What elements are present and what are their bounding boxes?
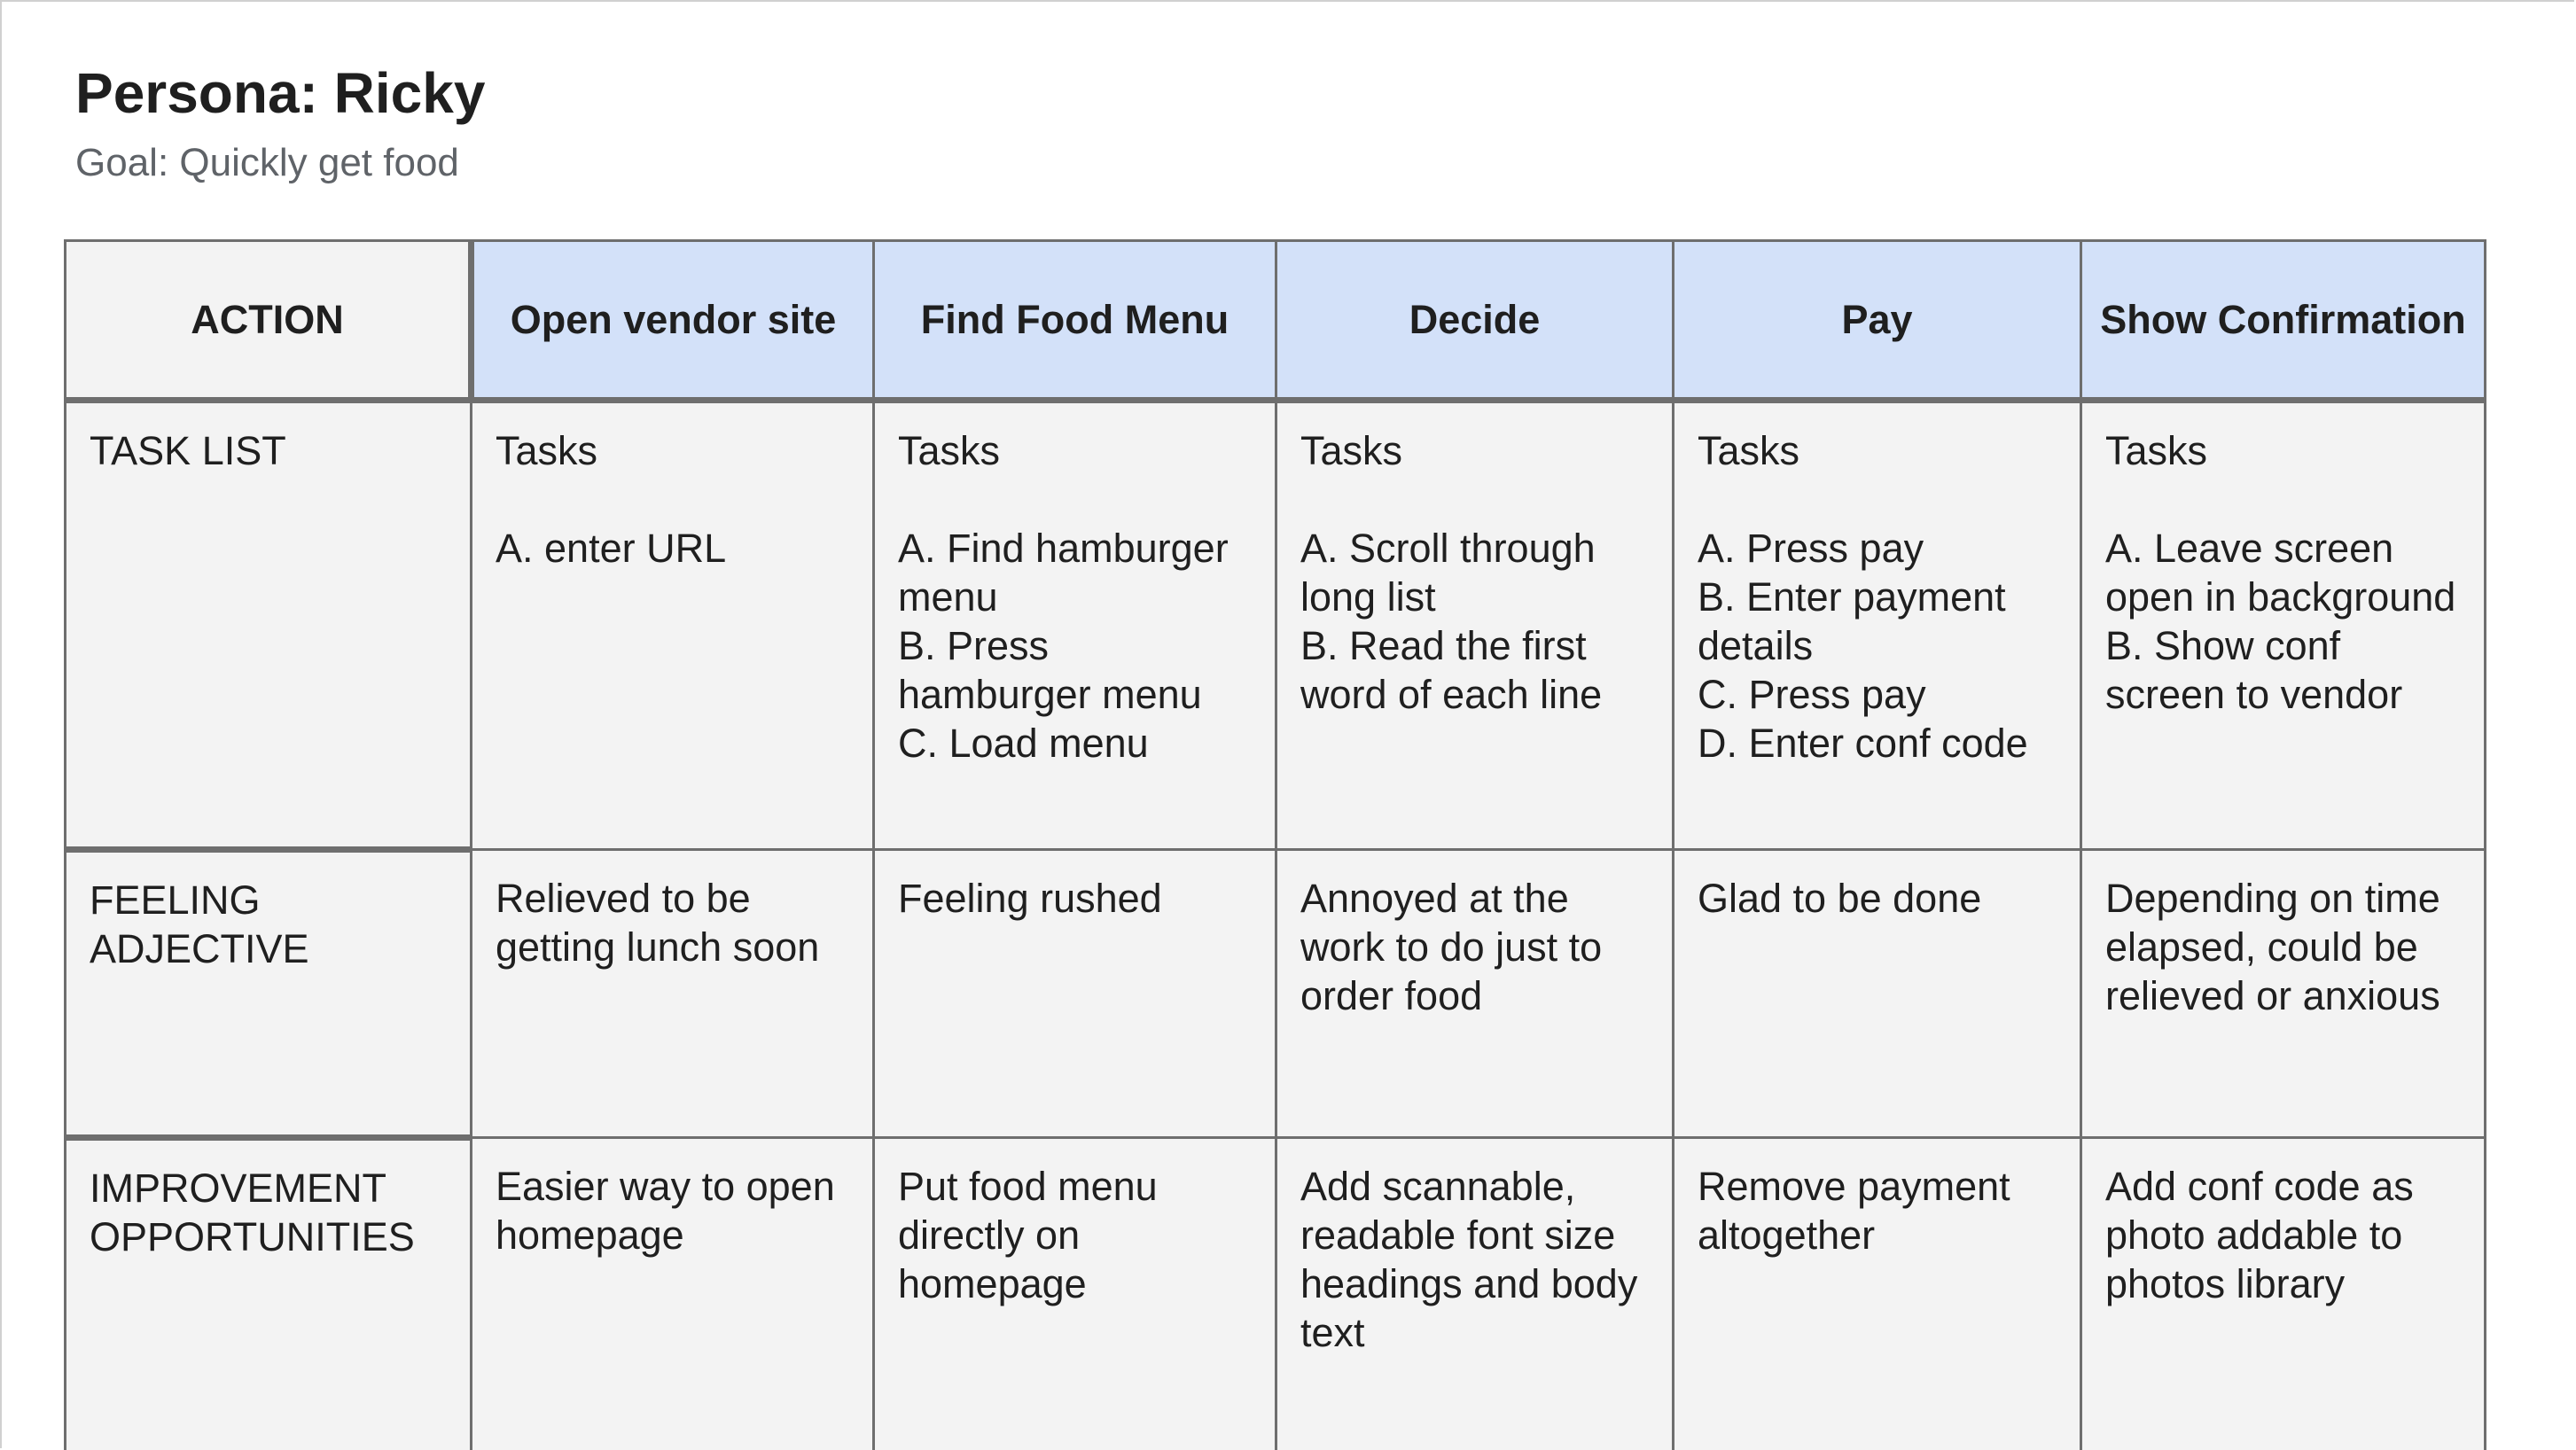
improvement-cell-1: Easier way to open homepage — [472, 1138, 874, 1450]
action-row — [66, 241, 2486, 401]
row-label-tasks: TASK LIST — [66, 401, 472, 850]
task-item: C. Press pay — [1698, 672, 1926, 717]
action-step-1: Open vendor site — [472, 241, 874, 401]
row-label-feeling: FEELING ADJECTIVE — [66, 850, 472, 1138]
improvement-cell-5: Add conf code as photo addable to photos library — [2081, 1138, 2486, 1450]
action-step-2: Find Food Menu — [874, 241, 1276, 401]
task-item: A. Press pay — [1698, 526, 1924, 571]
task-cell-2 — [874, 401, 1276, 850]
task-item: A. Find hamburger menu — [898, 526, 1229, 620]
task-item: B. Read the first word of each line — [1300, 623, 1603, 717]
task-cell-4 — [1674, 401, 2081, 850]
feeling-cell-4: Glad to be done — [1674, 850, 2081, 1138]
improvement-row — [66, 1138, 2486, 1450]
task-item: A. enter URL — [496, 526, 727, 571]
action-step-5: Show Confirmation — [2081, 241, 2486, 401]
tasks-heading: Tasks — [1300, 428, 1403, 473]
task-item: B. Enter payment details — [1698, 574, 2006, 668]
row-label-action: ACTION — [66, 241, 472, 401]
task-cell-3 — [1276, 401, 1674, 850]
tasks-heading: Tasks — [496, 428, 598, 473]
task-cell-5 — [2081, 401, 2486, 850]
task-item: D. Enter conf code — [1698, 721, 2028, 766]
task-item: C. Load menu — [898, 721, 1149, 766]
feeling-cell-1: Relieved to be getting lunch soon — [472, 850, 874, 1138]
task-item: B. Press hamburger menu — [898, 623, 1202, 717]
task-item: A. Leave screen open in background — [2105, 526, 2456, 620]
tasks-heading: Tasks — [898, 428, 1001, 473]
feeling-row — [66, 850, 2486, 1138]
action-step-4: Pay — [1674, 241, 2081, 401]
journey-map-table — [64, 239, 2486, 1450]
feeling-cell-3: Annoyed at the work to do just to order food — [1276, 850, 1674, 1138]
persona-title: Persona: Ricky — [75, 61, 486, 125]
persona-goal: Goal: Quickly get food — [75, 141, 459, 184]
improvement-cell-3: Add scannable, readable font size headings and body text — [1276, 1138, 1674, 1450]
action-step-3: Decide — [1276, 241, 1674, 401]
row-label-improvement: IMPROVEMENT OPPORTUNITIES — [66, 1138, 472, 1450]
task-list-row — [66, 401, 2486, 850]
task-item: B. Show conf screen to vendor — [2105, 623, 2403, 717]
task-cell-1 — [472, 401, 874, 850]
improvement-cell-4: Remove payment altogether — [1674, 1138, 2081, 1450]
tasks-heading: Tasks — [1698, 428, 1800, 473]
task-item: A. Scroll through long list — [1300, 526, 1596, 620]
tasks-heading: Tasks — [2105, 428, 2208, 473]
improvement-cell-2: Put food menu directly on homepage — [874, 1138, 1276, 1450]
feeling-cell-5: Depending on time elapsed, could be relieved or anxious — [2081, 850, 2486, 1138]
feeling-cell-2: Feeling rushed — [874, 850, 1276, 1138]
